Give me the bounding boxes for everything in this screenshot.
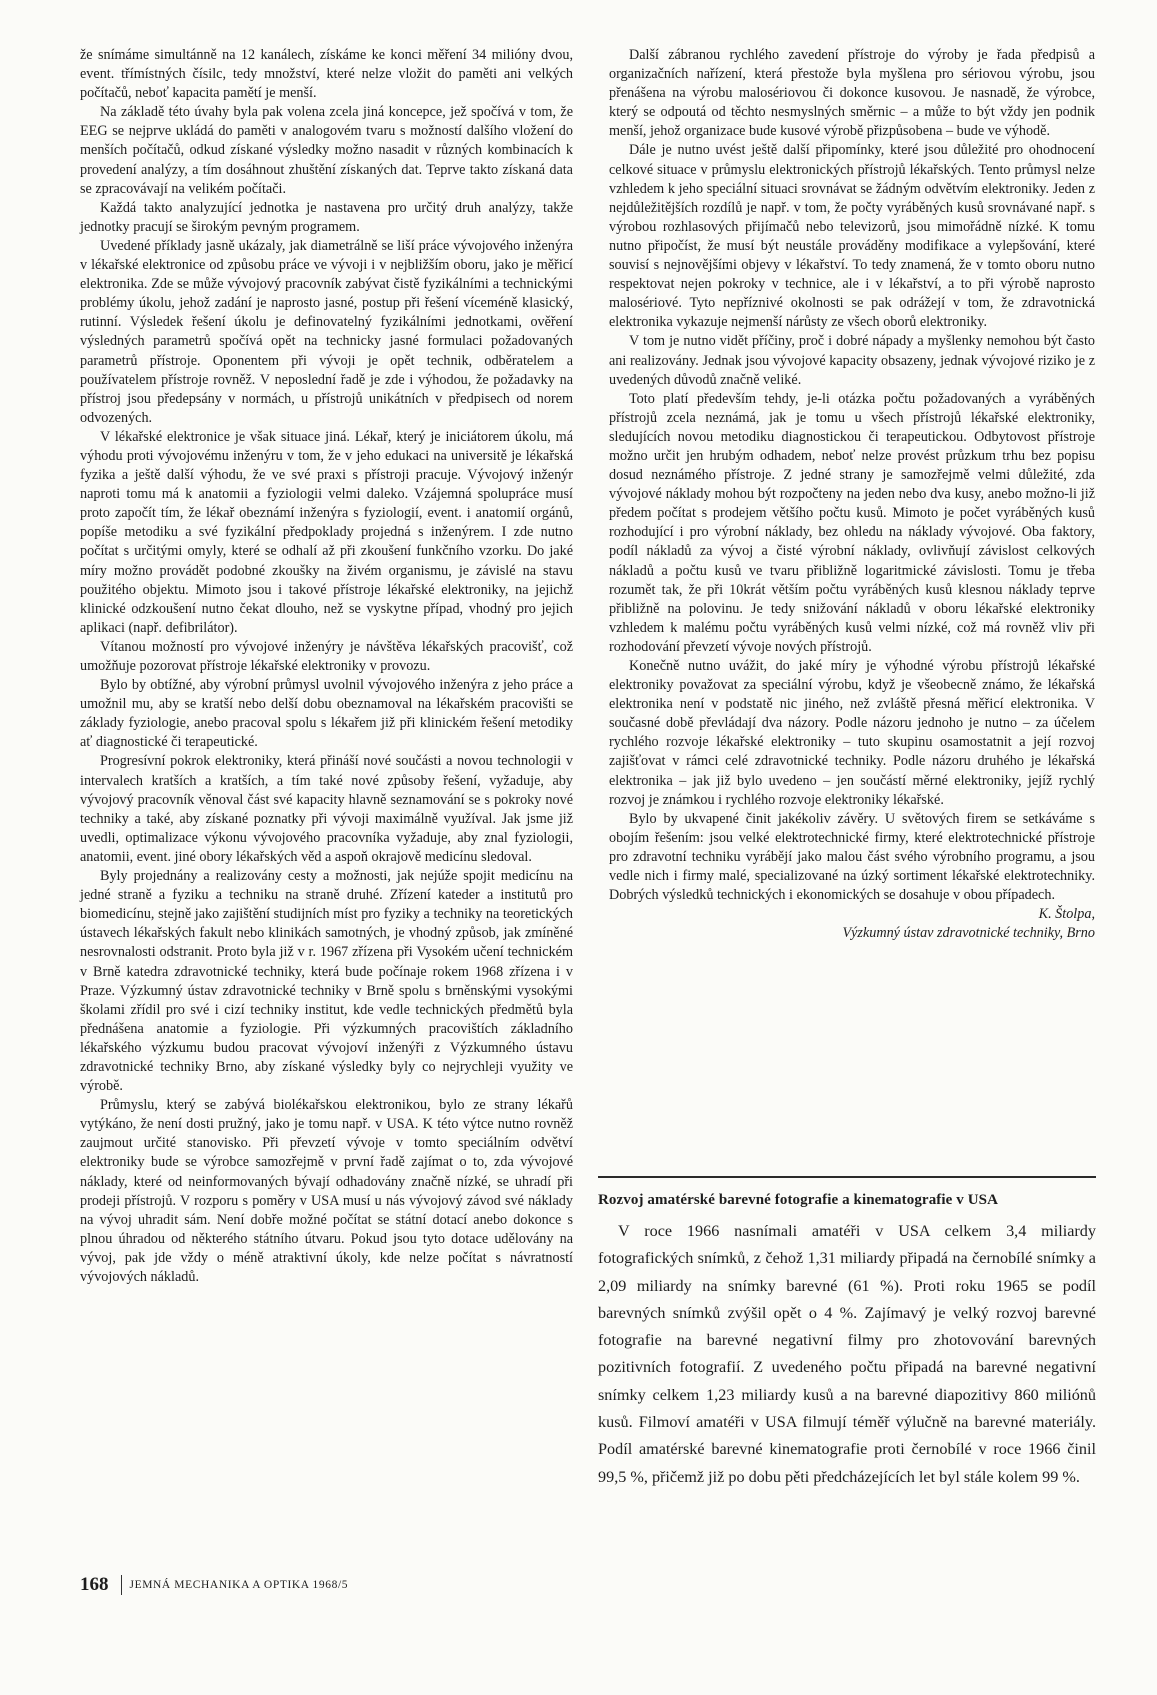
paragraph: V tom je nutno vidět příčiny, proč i dobré nápady a myšlenky nemohou být často ani realizovány. Jednak jsou vývojové kapacity obsazeny, jednak vývojové riziko je z uvedených důvodů značně veliké. <box>609 333 1095 388</box>
news-article <box>598 1190 1096 1491</box>
paragraph: Dále je nutno uvést ještě další připomínky, které jsou důležité pro ohodnocení celkové situace v průmyslu elektronických přístrojů lékařských. Tento průmysl nelze vzhledem k jeho speciální situaci srovnávat se žádným odvětvím elektroniky. Jeden z nejdůležitějších rozdílů je např. v tom, že počty vyráběných kusů srovnávané např. s výrobou rozhlasových přijímačů nebo televizorů, jsou mimořádně nízké. K tomu nutno připočíst, že musí být neustále prováděny modifikace a vylepšování, které souvisí s nejnovějšími objevy v lékařství. To tedy znamená, že v tomto oboru nutno respektovat nejen pokroky v technice, ale i v lékařství, a to při výrobě naprosto malosériové. Tyto nepříznivé okolnosti se pak odrážejí v tom, že zdravotnická elektronika vykazuje nejmenší nárůsty ze všech oborů elektroniky. <box>609 142 1095 331</box>
page-number: 168 <box>80 1574 109 1595</box>
journal-name: JEMNÁ MECHANIKA A OPTIKA 1968/5 <box>129 1579 349 1591</box>
author-name: K. Štolpa, <box>1038 906 1095 923</box>
section-divider <box>598 1176 1096 1178</box>
paragraph: V lékařské elektronice je však situace jiná. Lékař, který je iniciátorem úkolu, má výhodu proti vývojovému inženýru v tom, že v jeho edukaci na universitě je lékařská fyzika a ještě další výhodu, že ve své praxi s přístroji pracuje. Vývojový inženýr naproti tomu má k anatomii a fyziologii velmi daleko. Vzájemná spolupráce musí proto započít tím, že lékař obeznámí inženýra s fyziologií, event. i anatomií orgánů, popíše metodiku a své fyzikální předpoklady projedná s inženýrem. I zde nutno počítat s určitými omyly, které se odhalí až při zkoušení funkčního vzorku. Do jaké míry možno provádět podobné zkoušky na živém organismu, je závislé na stavu použitého objektu. Mimoto jsou i takové přístroje lékařské elektroniky, na jejichž klinické odzkoušení nutno čekat dlouho, než se vyskytne případ, vhodný pro jejich aplikaci (např. defibrilátor). <box>80 428 573 636</box>
paragraph: Další zábranou rychlého zavedení přístroje do výroby je řada předpisů a organizačních nařízení, která přestože byla myšlena pro sériovou výrobu, jsou přenášena na výrobu malosériovou či dokonce kusovou. Je nasnadě, že výrobce, který se odpoutá od těchto nesmyslných směrnic – a může to být vždy jen podnik menší, jehož organizace bude kusové výrobě přizpůsobena – bude ve výhodě. <box>609 47 1095 140</box>
paragraph: Vítanou možností pro vývojové inženýry je návštěva lékařských pracovišť, což umožňuje pozorovat přístroje lékařské elektroniky v provozu. <box>80 638 573 674</box>
left-text-column <box>80 46 573 1287</box>
paragraph: Byly projednány a realizovány cesty a možnosti, jak nejúže spojit medicínu na jedné straně a fyziku a techniku na straně druhé. Zřízení kateder a institutů pro biomedicínu, stejně jako zajištění studijních míst pro fyziky a techniky na teoretických ústavech lékařských fakult nebo klinikách samotných, je vhodný způsob, jak zmíněné nesrovnalosti odstranit. Proto byla již v r. 1967 zřízena při Vysokém učení technickém v Brně katedra zdravotnické techniky, která bude počínaje rokem 1968 zřízena i v Praze. Výzkumný ústav zdravotnické techniky v Brně spolu s brněnskými vysokými školami zřídil pro své i cizí techniky institut, kde vedle technických předmětů byla přednášena anatomie a fyziologie. Při výzkumných pracovištích základního lékařského výzkumu budou pracovat vývojoví inženýři z Výzkumného ústavu zdravotnické techniky Brno, aby získané výsledky byly co nejrychleji využity ve výrobě. <box>80 868 573 1095</box>
paragraph: Progresívní pokrok elektroniky, která přináší nové součásti a novou technologii v intervalech kratších a kratších, a tím také nové způsoby řešení, vyžaduje, aby vývojový pracovník věnoval část své kapacity hlavně seznamování se s pokroky nové techniky a také, aby získané poznatky při vývoji maximálně využíval. Jak jsme již uvedli, optimalizace výkonu vývojového pracovníka vyžaduje, aby znal fyziologii, anatomii, event. jiné obory lékařských věd a aspoň okrajově medicínu sledoval. <box>80 753 573 865</box>
paragraph: Konečně nutno uvážit, do jaké míry je výhodné výrobu přístrojů lékařské elektroniky považovat za speciální výrobu, když je všeobecně známo, že lékařská elektronika není v podstatě nic jiného, než zvláště přesná měřicí elektronika. V současné době převládají dva názory. Podle názoru jednoho je nutno – za účelem rychlého rozvoje lékařské elektroniky – tuto skupinu osamostatnit a její rozvoj zajišťovat v rámci celé zdravotnické techniky. Podle názoru druhého je lékařská elektronika – jak již bylo uvedeno – jen součástí měrné elektroniky, jejíž rychlý rozvoj je známkou i rychlého rozvoje elektroniky lékařské. <box>609 658 1095 808</box>
paragraph: V roce 1966 nasnímali amatéři v USA celkem 3,4 miliardy fotografických snímků, z čehož 1,31 miliardy připadá na černobílé snímky a 2,09 miliardy na snímky barevné (61 %). Proti roku 1965 se podíl barevných snímků zvýšil opět o 4 %. Zajímavý je velký rozvoj barevné fotografie na barevné negativní filmy pro zhotovování barevných pozitivních fotografií. Z uvedeného počtu připadá na barevné negativní snímky celkem 1,23 miliardy kusů a na barevné diapozitivy 860 miliónů kusů. Filmoví amatéři v USA filmují téměř výlučně na barevné materiály. Podíl amatérské barevné kinematografie proti černobílé v roce 1966 činil 99,5 %, přičemž již po dobu pěti předcházejících let byl stále kolem 99 %. <box>598 1222 1096 1486</box>
paragraph: Toto platí především tehdy, je-li otázka počtu požadovaných a vyráběných přístrojů zcela neznámá, jak je tomu u všech přístrojů lékařské elektroniky, sledujících novou metodiku diagnostickou či terapeutickou. Odbytovost přístroje možno určit jen hrubým odhadem, neboť nelze provést průzkum trhu bez popisu dosud neznámého přístroje. Z jedné strany je samozřejmě velmi důležité, zda vývojové náklady mohou být rozpočteny na jeden nebo dva kusy, anebo možno-li již předem počítat s prodejem většího počtu kusů. Mimoto je počet vyráběných kusů rozhodující i pro výrobní náklady, bez ohledu na náklady vývojové. Oba faktory, podíl nákladů za vývoj a čisté výrobní náklady, ovlivňují závislost celkových nákladů a počtu kusů ve tvaru přibližně logaritmické závislosti. Tomu je třeba rozumět tak, že při 10krát větším počtu vyráběných kusů klesnou náklady teprve přibližně na polovinu. Je tedy snižování nákladů v oboru lékařské elektroniky vzhledem k malému počtu vyráběných kusů velmi nízké, což má rovněž vliv při rozhodování převzetí vývoje nových přístrojů. <box>609 390 1095 655</box>
paragraph: Na základě této úvahy byla pak volena zcela jiná koncepce, jež spočívá v tom, že EEG se nejprve ukládá do paměti v analogovém tvaru s možností dalšího vložení do menších počítačů, odkud získané výsledky možno nasadit v různých kombinacích k provedení analýzy, a tím dosáhnout zhuštění získaných dat. Teprve takto získaná data se zpracovávají na velikém počítači. <box>80 104 573 197</box>
paragraph: Každá takto analyzující jednotka je nastavena pro určitý druh analýzy, takže jednotky pracují se širokým pevným programem. <box>80 199 573 235</box>
paragraph: Bylo by obtížné, aby výrobní průmysl uvolnil vývojového inženýra z jeho práce a umožnil mu, aby se kratší nebo delší dobu obeznamoval na lékařském pracovišti se základy fyziologie, anebo pracoval spolu s lékařem již při klinickém řešení metodiky ať diagnostické či terapeutické. <box>80 677 573 751</box>
article-title: Rozvoj amatérské barevné fotografie a kinematografie v USA <box>598 1192 999 1208</box>
author-affiliation: Výzkumný ústav zdravotnické techniky, Brno <box>842 925 1095 942</box>
paragraph: Uvedené příklady jasně ukázaly, jak diametrálně se liší práce vývojového inženýra v lékařské elektronice od způsobu práce ve vývoji i v nejbližším oboru, jako je měřicí elektronika. Zde se může vývojový pracovník zabývat čistě fyzikálními a technickými problémy úkolu, jehož zadání je naprosto jasné, postup při řešení víceméně klasický, rutinní. Výsledek řešení úkolu je definovatelný fyzikálními jednotkami, ověření výsledných parametrů spočívá opět na technicky jasné formulaci požadovaných parametrů přístroje. Oponentem při vývoji je opět technik, odběratelem a používatelem přístroje rovněž. V neposlední řadě je zde i výhodou, že požadavky na přístroj jsou předepsány v normách, u přístrojů unikátních v předpisech od norem odvozených. <box>80 237 573 426</box>
paragraph: Průmyslu, který se zabývá biolékařskou elektronikou, bylo ze strany lékařů vytýkáno, že není dosti pružný, jako je tomu např. v USA. K této výtce nutno rovněž zaujmout určité stanovisko. Při převzetí vývoje v tomto speciálním odvětví elektroniky bude se výrobce samozřejmě v první řadě zajímat o to, zda vývojové náklady, které od neinformovaných bývají odhadovány značně nízké, se uhradí při prodeji přístrojů. V rozporu s poměry v USA musí u nás vývojový závod své náklady na vývoj uhradit sám. Není dobře možné počítat se státní dotací anebo dokonce s plnou úhradou od některého státního útvaru. Pokud jsou tyto dotace udělovány na vývoj, pak jde vždy o méně atraktivní úkoly, kde nelze počítat s návratností vývojových nákladů. <box>80 1097 573 1285</box>
footer-divider <box>121 1575 122 1595</box>
paragraph: Bylo by ukvapené činit jakékoliv závěry. U světových firem se setkáváme s obojím řešením: jsou velké elektrotechnické firmy, které elektrotechnické přístroje pro zdravotní techniku vyrábějí jako malou část svého výrobního programu, a jsou vedle nich i firmy malé, specializované na úzký sortiment lékařské elektrotechniky. Dobrých výsledků technických i ekonomických se dosahuje v obou případech. <box>609 810 1095 904</box>
page-footer <box>80 1573 348 1597</box>
right-text-column <box>609 46 1095 943</box>
paragraph: že snímáme simultánně na 12 kanálech, získáme ke konci měření 34 milióny dvou, event. třímístných čísilc, tedy množství, které nelze vložit do paměti ani velkých počítačů, neboť kapacita pamětí je menší. <box>80 47 573 102</box>
